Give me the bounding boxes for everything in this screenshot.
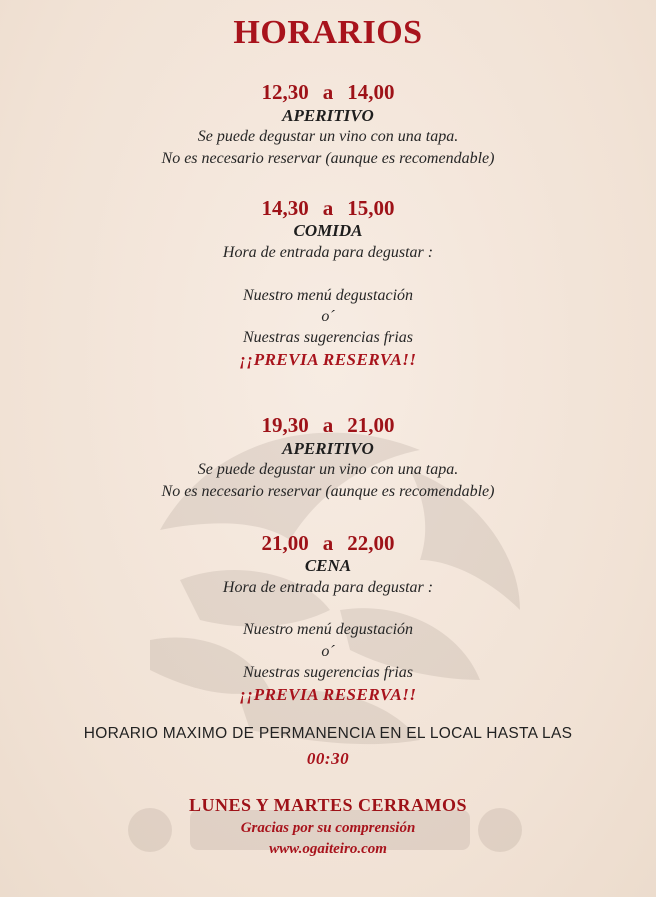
menu-option: Nuestras sugerencias frias [242, 664, 414, 681]
description-line: No es necesario reservar (aunque es recomendable) [161, 150, 495, 167]
section-label: CENA [304, 556, 352, 575]
time-to: 14,00 [347, 80, 395, 104]
max-stay-text: HORARIO MAXIMO DE PERMANENCIA EN EL LOCAL HASTA LAS [83, 725, 573, 742]
thanks-text: Gracias por su comprensión [240, 820, 416, 836]
description-line: Se puede degustar un vino con una tapa. [197, 461, 459, 478]
menu-option: Nuestras sugerencias frias [242, 329, 414, 346]
time-separator: a [322, 413, 334, 437]
time-to: 15,00 [347, 196, 395, 220]
menu-option: Nuestro menú degustación [242, 287, 414, 304]
time-from: 21,00 [261, 531, 309, 555]
time-range [0, 196, 656, 221]
time-separator: a [322, 531, 334, 555]
time-range [0, 413, 656, 438]
description-line: No es necesario reservar (aunque es recomendable) [161, 483, 495, 500]
page-title: HORARIOS [233, 14, 423, 51]
time-separator: a [322, 196, 334, 220]
entry-intro: Hora de entrada para degustar : [222, 579, 434, 596]
time-from: 12,30 [261, 80, 309, 104]
closed-days: LUNES Y MARTES CERRAMOS [188, 795, 468, 815]
option-separator: o´ [321, 308, 335, 325]
time-from: 14,30 [261, 196, 309, 220]
time-from: 19,30 [261, 413, 309, 437]
section-label: APERITIVO [282, 439, 374, 458]
description-line: Se puede degustar un vino con una tapa. [197, 128, 459, 145]
time-to: 21,00 [347, 413, 395, 437]
time-range [0, 531, 656, 556]
time-to: 22,00 [347, 531, 395, 555]
section-label: COMIDA [293, 221, 363, 240]
menu-option: Nuestro menú degustación [242, 621, 414, 638]
reservation-note: ¡¡PREVIA RESERVA!! [239, 685, 417, 704]
option-separator: o´ [321, 643, 335, 660]
time-separator: a [322, 80, 334, 104]
website-link[interactable]: www.ogaiteiro.com [269, 841, 387, 857]
entry-intro: Hora de entrada para degustar : [222, 244, 434, 261]
time-range [0, 80, 656, 105]
section-label: APERITIVO [282, 106, 374, 125]
max-stay-time: 00:30 [306, 749, 350, 768]
reservation-note: ¡¡PREVIA RESERVA!! [239, 350, 417, 369]
